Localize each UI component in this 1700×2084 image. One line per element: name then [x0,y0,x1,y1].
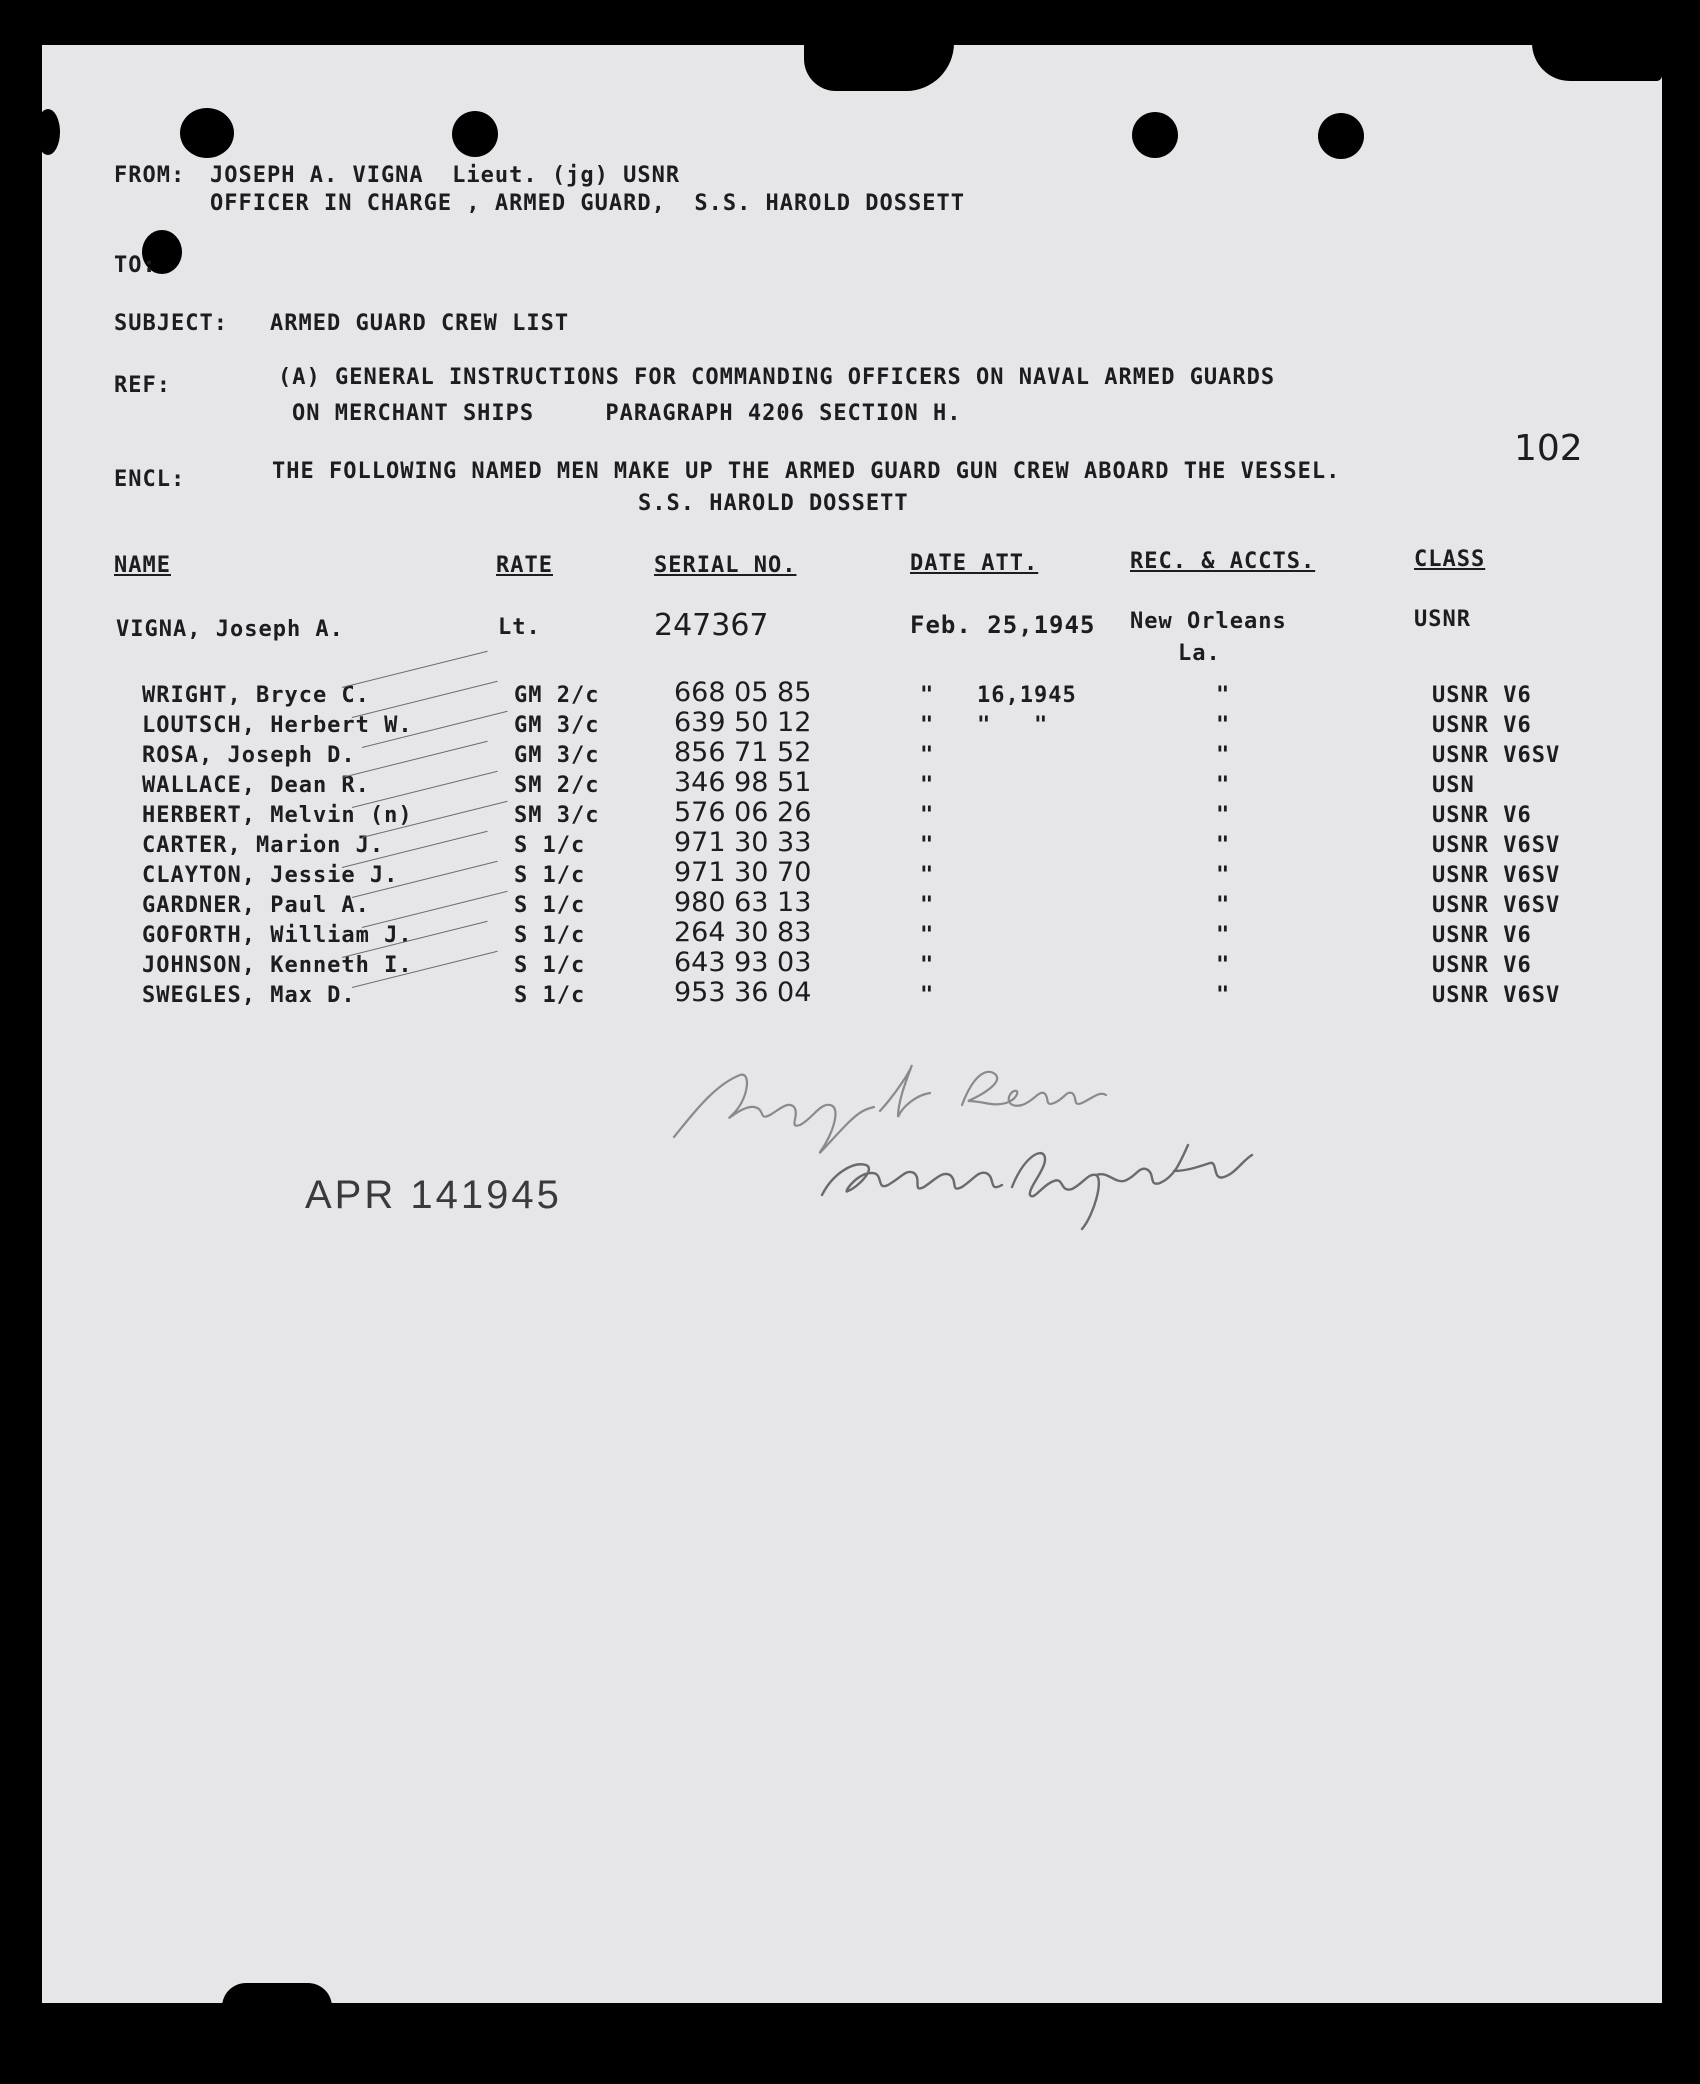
name-cell: JOHNSON, Kenneth I. [142,953,413,978]
rec-cell: " [1216,833,1231,858]
rate-cell: GM 3/c [514,743,600,768]
name-cell: ROSA, Joseph D. [142,743,356,768]
date-cell: " [920,923,935,948]
rec-cell: " [1216,893,1231,918]
name-cell: VIGNA, Joseph A. [116,617,344,642]
name-cell: GOFORTH, William J. [142,923,413,948]
class-cell: USNR V6 [1432,713,1532,738]
date-cell: " [920,803,935,828]
serial-cell: 247367 [654,608,769,643]
rate-cell: Lt. [498,615,541,640]
date-cell: " [920,953,935,978]
serial-cell: 264 30 83 [674,917,812,948]
serial-cell: 668 05 85 [674,677,812,708]
rec-cell-line-2: La. [1178,641,1221,666]
date-cell: Feb. 25,1945 [910,611,1096,639]
name-cell: LOUTSCH, Herbert W. [142,713,413,738]
rate-cell: S 1/c [514,833,586,858]
rate-cell: GM 2/c [514,683,600,708]
serial-cell: 980 63 13 [674,887,812,918]
date-cell: " [920,983,935,1008]
name-cell: CARTER, Marion J. [142,833,385,858]
class-cell: USNR [1414,607,1471,632]
rec-cell: " [1216,683,1231,708]
punch-hole [180,108,234,158]
date-cell: " [920,833,935,858]
punch-hole [36,109,60,155]
column-header-class: CLASS [1414,547,1486,572]
to-label: TO: [114,253,157,278]
column-header-date: DATE ATT. [910,551,1039,576]
rate-cell: GM 3/c [514,713,600,738]
rate-cell: S 1/c [514,893,586,918]
class-cell: USNR V6SV [1432,863,1561,888]
class-cell: USNR V6 [1432,923,1532,948]
torn-edge [222,1983,332,2007]
serial-cell: 971 30 33 [674,827,812,858]
rec-cell: " [1216,983,1231,1008]
date-cell: " 16,1945 [920,683,1077,708]
class-cell: USN [1432,773,1475,798]
ref-label: REF: [114,373,171,398]
serial-cell: 856 71 52 [674,737,812,768]
name-cell: CLAYTON, Jessie J. [142,863,399,888]
rec-cell: New Orleans [1130,609,1287,634]
check-mark [352,771,498,808]
class-cell: USNR V6SV [1432,893,1561,918]
name-cell: WALLACE, Dean R. [142,773,370,798]
class-cell: USNR V6SV [1432,983,1561,1008]
from-line-1: JOSEPH A. VIGNA Lieut. (jg) USNR [210,163,681,188]
check-mark [362,891,508,928]
serial-cell: 576 06 26 [674,797,812,828]
rate-cell: S 1/c [514,953,586,978]
rate-cell: S 1/c [514,863,586,888]
column-header-rate: RATE [496,553,553,578]
name-cell: SWEGLES, Max D. [142,983,356,1008]
punch-hole [1132,112,1178,158]
serial-cell: 971 30 70 [674,857,812,888]
subject-text: ARMED GUARD CREW LIST [270,311,570,336]
punch-hole [452,111,498,157]
serial-cell: 639 50 12 [674,707,812,738]
rec-cell: " [1216,953,1231,978]
rec-cell: " [1216,773,1231,798]
ref-line-2: ON MERCHANT SHIPS PARAGRAPH 4206 SECTION H. [292,401,962,426]
date-cell: " " " [920,713,1049,738]
name-cell: HERBERT, Melvin (n) [142,803,413,828]
rate-cell: S 1/c [514,923,586,948]
date-cell: " [920,773,935,798]
class-cell: USNR V6SV [1432,833,1561,858]
column-header-serial: SERIAL NO. [654,553,797,578]
class-cell: USNR V6 [1432,803,1532,828]
rate-cell: SM 2/c [514,773,600,798]
subject-label: SUBJECT: [114,311,228,336]
from-label: FROM: [114,163,186,188]
torn-edge [804,43,954,91]
name-cell: GARDNER, Paul A. [142,893,370,918]
date-cell: " [920,893,935,918]
page-number: 102 [1514,428,1583,469]
serial-cell: 346 98 51 [674,767,812,798]
handwritten-signature [662,1045,1362,1235]
encl-label: ENCL: [114,467,186,492]
torn-edge [1532,43,1662,81]
rec-cell: " [1216,743,1231,768]
rate-cell: S 1/c [514,983,586,1008]
name-cell: WRIGHT, Bryce C. [142,683,370,708]
encl-line-2: S.S. HAROLD DOSSETT [638,491,909,516]
date-stamp: APR 141945 [305,1173,562,1217]
rec-cell: " [1216,713,1231,738]
class-cell: USNR V6 [1432,953,1532,978]
column-header-name: NAME [114,553,171,578]
document-page [42,45,1662,2003]
serial-cell: 643 93 03 [674,947,812,978]
rec-cell: " [1216,803,1231,828]
rec-cell: " [1216,863,1231,888]
date-cell: " [920,743,935,768]
ref-line-1: (A) GENERAL INSTRUCTIONS FOR COMMANDING OFFICERS ON NAVAL ARMED GUARDS [278,365,1276,390]
class-cell: USNR V6SV [1432,743,1561,768]
date-cell: " [920,863,935,888]
check-mark [352,681,498,718]
serial-cell: 953 36 04 [674,977,812,1008]
from-line-2: OFFICER IN CHARGE , ARMED GUARD, S.S. HAROLD DOSSETT [210,191,965,216]
column-header-rec: REC. & ACCTS. [1130,549,1316,574]
check-mark [342,651,488,688]
rec-cell: " [1216,923,1231,948]
rate-cell: SM 3/c [514,803,600,828]
encl-line-1: THE FOLLOWING NAMED MEN MAKE UP THE ARMED GUARD GUN CREW ABOARD THE VESSEL. [272,459,1341,484]
class-cell: USNR V6 [1432,683,1532,708]
punch-hole [1318,113,1364,159]
